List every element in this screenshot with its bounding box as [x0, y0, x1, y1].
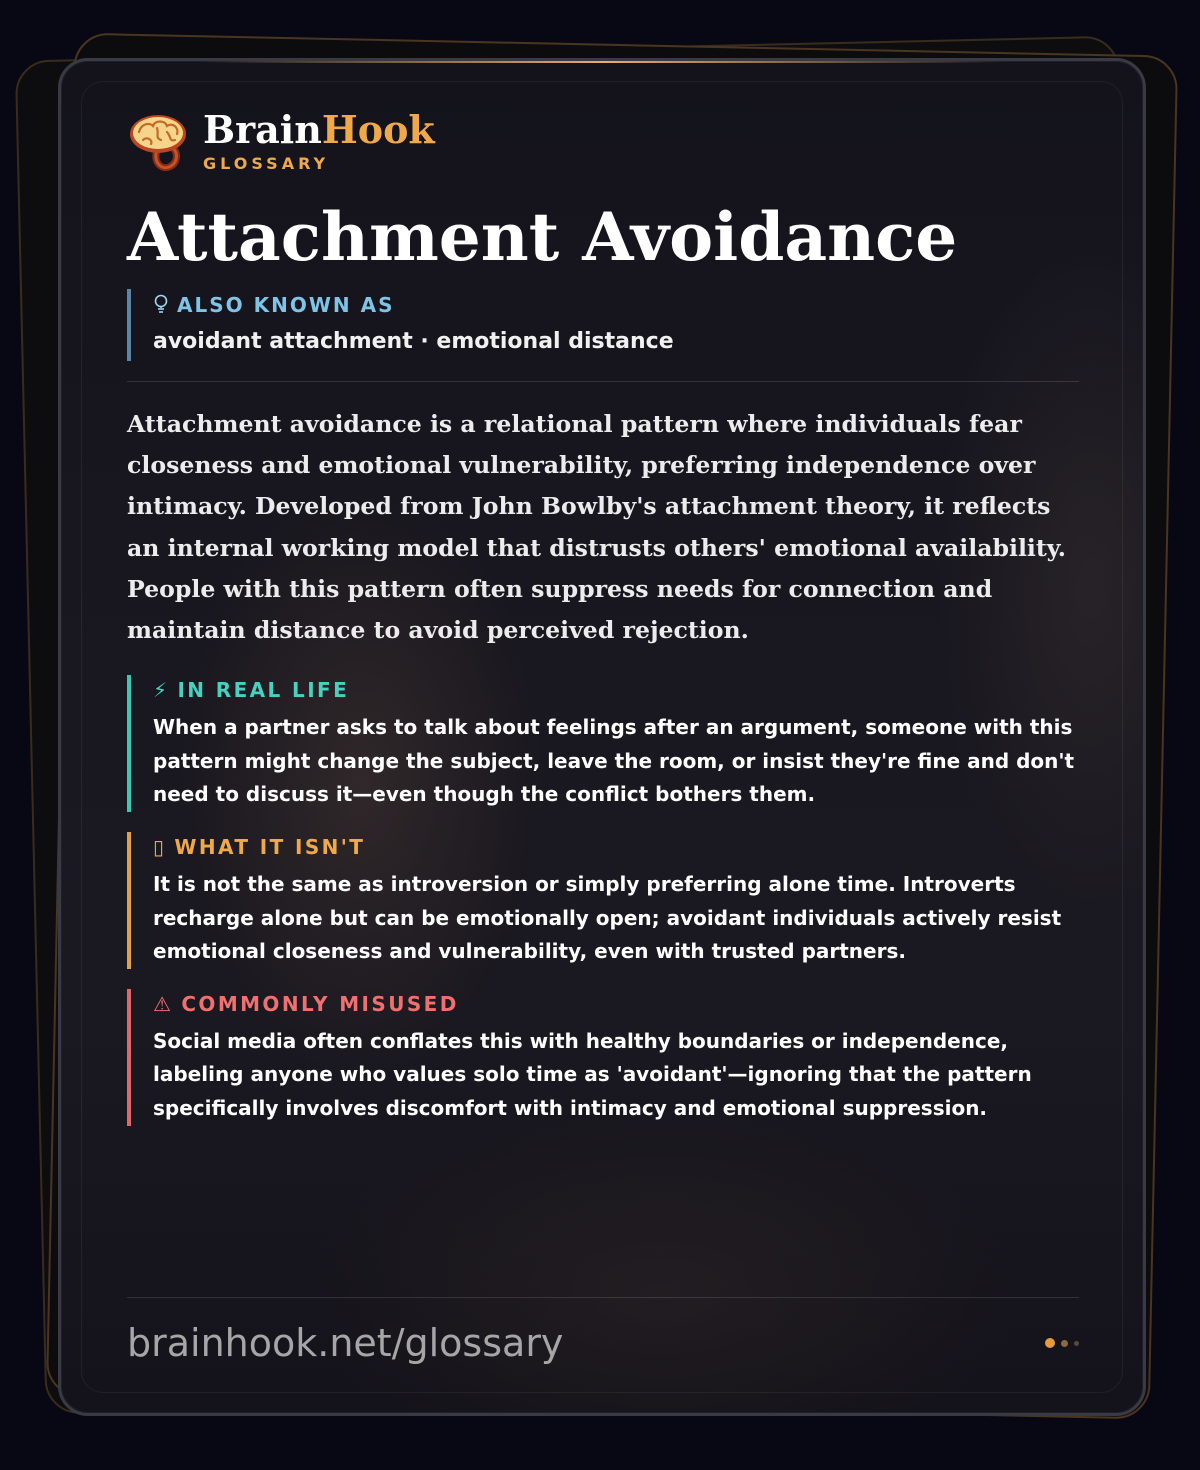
also-known-as-block [127, 289, 1079, 361]
in-real-life-label: IN REAL LIFE [177, 678, 350, 703]
also-known-as-heading [153, 289, 1079, 320]
what-it-isnt-label: WHAT IT ISN'T [174, 835, 366, 859]
glossary-card [58, 58, 1146, 1416]
pagination-dots [1039, 1338, 1079, 1348]
card-top-highlight [201, 61, 1003, 63]
brand-name [203, 106, 435, 152]
in-real-life-heading [153, 675, 1079, 705]
what-it-isnt-text: It is not the same as introversion or simply preferring alone time. Introverts recharge alone but can be emotionally open; avoidant individuals actively resist emotional closeness and vulnerability, even with trusted partners. [153, 872, 1062, 964]
warning-icon: ⚠ [153, 991, 174, 1016]
card-content [127, 105, 1079, 1126]
brand-name-part2: Hook [321, 106, 435, 152]
commonly-misused-text: Social media often conflates this with healthy boundaries or independence, labeling anyone who values solo time as 'avoidant'—ignoring that the pattern specifically involves discomfort with intimacy and emotional suppression. [153, 1028, 1032, 1120]
pagination-dot [1074, 1341, 1079, 1346]
brain-hook-logo-icon [127, 110, 189, 172]
commonly-misused-label: COMMONLY MISUSED [181, 991, 459, 1016]
also-known-as-label: ALSO KNOWN AS [177, 293, 395, 317]
commonly-misused-heading [153, 989, 1079, 1019]
definition-text: Attachment avoidance is a relational pattern where individuals fear closeness and emotional vulnerability, preferring independence over intimacy. Developed from John Bowlby's attachment theory, it reflects an internal working model that distrusts others' emotional availability. People with this pattern often suppress needs for connection and maintain distance to avoid perceived rejection. [127, 410, 1067, 645]
brand-header [127, 105, 1079, 177]
brand-subtitle: GLOSSARY [203, 153, 330, 173]
in-real-life-text: When a partner asks to talk about feelings after an argument, someone with this pattern might change the subject, leave the room, or insist they're fine and don't need to discuss it—even though the conflict bothers them. [153, 715, 1075, 807]
brand-name-part1: Brain [203, 106, 322, 152]
footer-url-link[interactable]: brainhook.net/glossary [127, 1321, 564, 1365]
lightbulb-icon [153, 294, 169, 314]
what-it-isnt-heading [153, 832, 1079, 862]
card-footer [127, 1297, 1079, 1388]
commonly-misused-section [127, 989, 1079, 1126]
also-known-as-values: avoidant attachment · emotional distance [153, 329, 674, 354]
divider [127, 381, 1079, 382]
what-it-isnt-section [127, 832, 1079, 969]
pagination-dot-active [1045, 1338, 1055, 1348]
not-allowed-icon: ▯ [153, 835, 167, 859]
pagination-dot [1061, 1340, 1068, 1347]
lightning-icon: ⚡ [153, 678, 170, 703]
in-real-life-section [127, 675, 1079, 812]
page-title: Attachment Avoidance [127, 198, 958, 276]
